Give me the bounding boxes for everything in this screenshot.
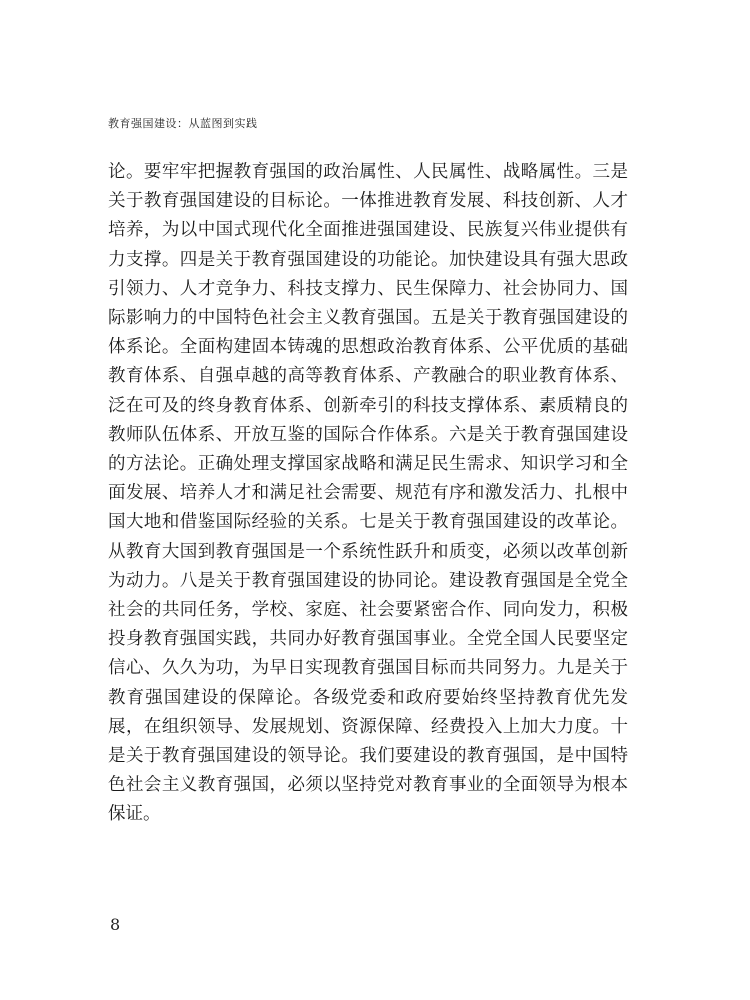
page-number: 8	[110, 915, 121, 934]
running-header: 教育强国建设：从蓝图到实践	[108, 117, 258, 130]
body-paragraph: 论。要牢牢把握教育强国的政治属性、人民属性、战略属性。三是关于教育强国建设的目标论。一体推进教育发展、科技创新、人才培养，为以中国式现代化全面推进强国建设、民族复兴伟业提供有力支撑。四是关于教育强国建设的功能论。加快建设具有强大思政引领力、人才竞争力、科技支撑力、民生保障力、社会协同力、国际影响力的中国特色社会主义教育强国。五是关于教育强国建设的体系论。全面构建固本铸魂的思想政治教育体系、公平优质的基础教育体系、自强卓越的高等教育体系、产教融合的职业教育体系、泛在可及的终身教育体系、创新牵引的科技支撑体系、素质精良的教师队伍体系、开放互鉴的国际合作体系。六是关于教育强国建设的方法论。正确处理支撑国家战略和满足民生需求、知识学习和全面发展、培养人才和满足社会需要、规范有序和激发活力、扎根中国大地和借鉴国际经验的关系。七是关于教育强国建设的改革论。从教育大国到教育强国是一个系统性跃升和质变，必须以改革创新为动力。八是关于教育强国建设的协同论。建设教育强国是全党全社会的共同任务，学校、家庭、社会要紧密合作、同向发力，积极投身教育强国实践，共同办好教育强国事业。全党全国人民要坚定信心、久久为功，为早日实现教育强国目标而共同努力。九是关于教育强国建设的保障论。各级党委和政府要始终坚持教育优先发展，在组织领导、发展规划、资源保障、经费投入上加大力度。十是关于教育强国建设的领导论。我们要建设的教育强国，是中国特色社会主义教育强国，必须以坚持党对教育事业的全面领导为根本保证。	[108, 162, 628, 825]
